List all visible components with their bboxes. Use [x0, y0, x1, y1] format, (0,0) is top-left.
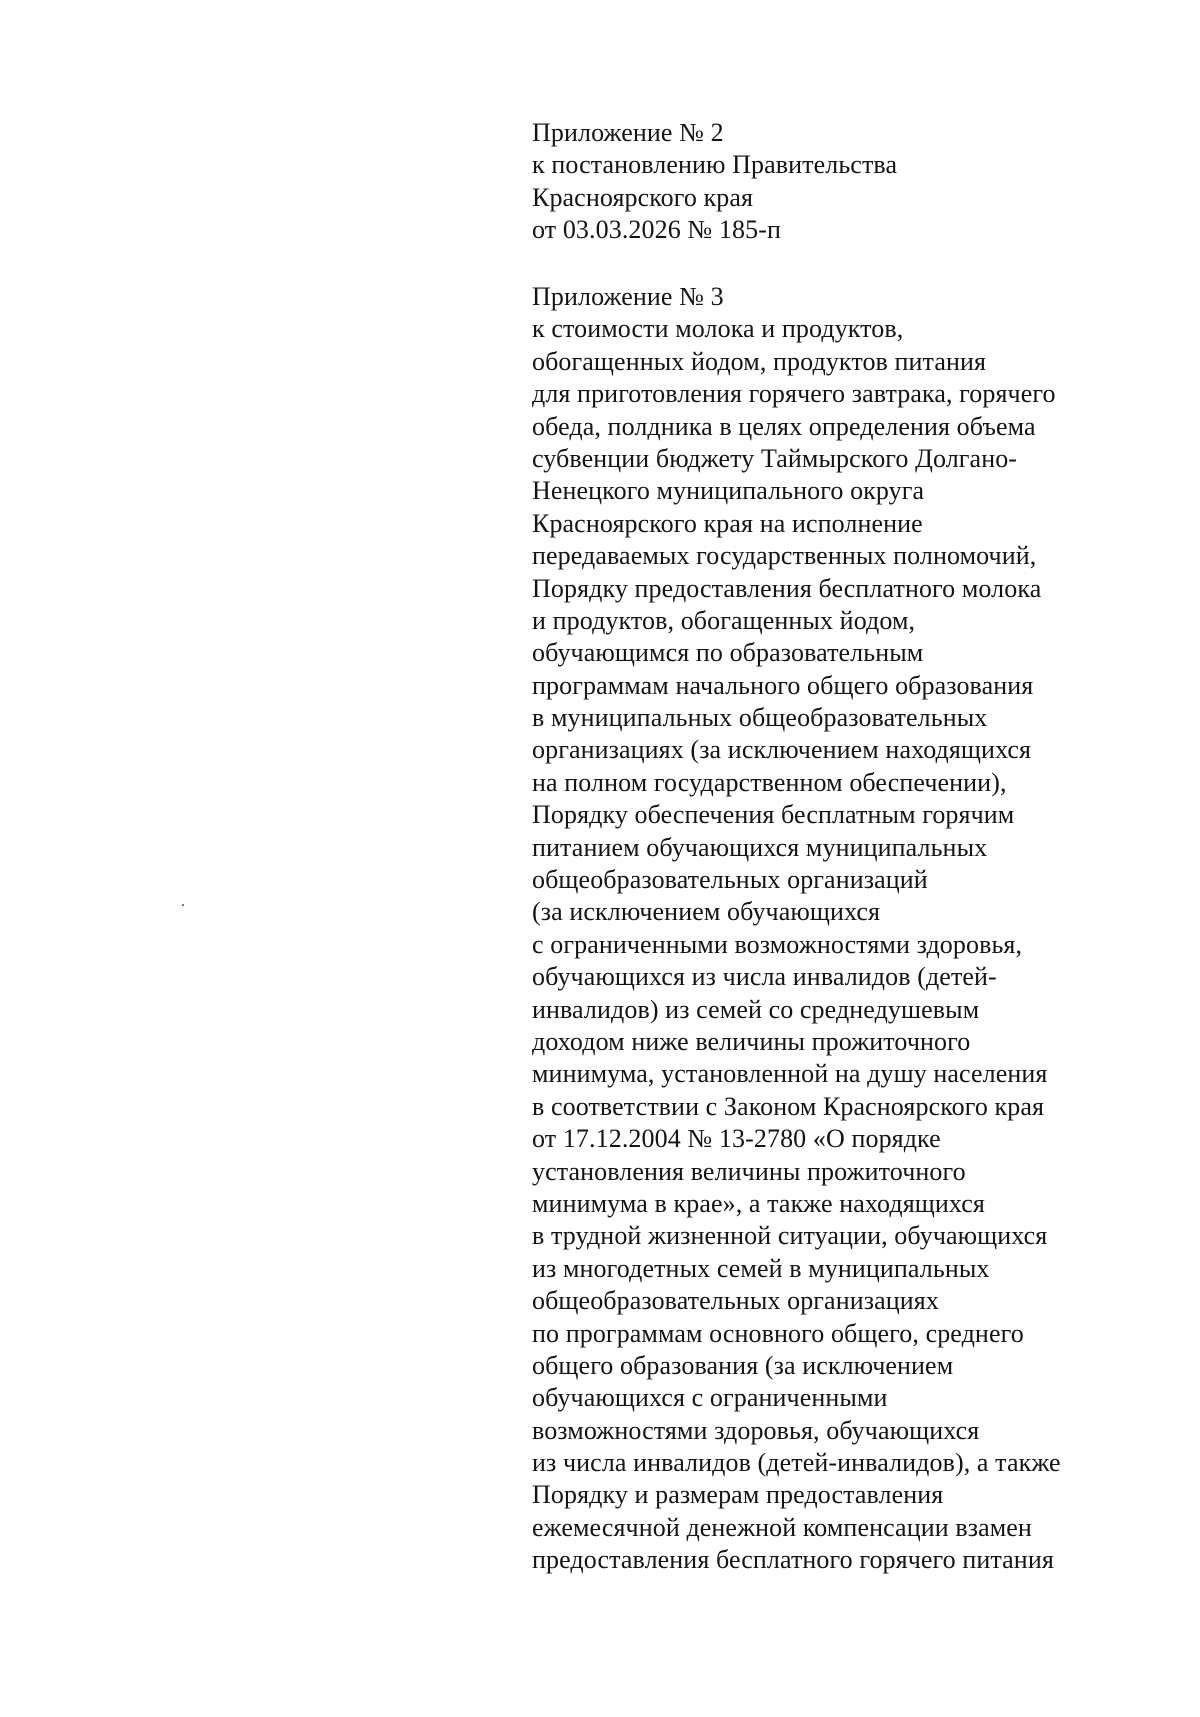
- body-line: возможностями здоровья, обучающихся: [532, 1415, 980, 1445]
- body-line: обогащенных йодом, продуктов питания: [532, 346, 987, 376]
- body-line: (за исключением обучающихся: [532, 897, 881, 927]
- body-line: ежемесячной денежной компенсации взамен: [532, 1512, 1032, 1542]
- body-line: общего образования (за исключением: [532, 1350, 954, 1380]
- body-line: минимума в крае», а также находящихся: [532, 1188, 985, 1218]
- body-line: доходом ниже величины прожиточного: [532, 1026, 971, 1056]
- header-line: Красноярского края: [532, 182, 754, 212]
- body-line: общеобразовательных организаций: [532, 865, 928, 895]
- body-line: в трудной жизненной ситуации, обучающихся: [532, 1221, 1048, 1251]
- body-line: обучающихся с ограниченными: [532, 1383, 888, 1413]
- body-line: питанием обучающихся муниципальных: [532, 832, 988, 862]
- header-line: к постановлению Правительства: [532, 150, 898, 180]
- body-line: на полном государственном обеспечении),: [532, 767, 1007, 797]
- body-line: из многодетных семей в муниципальных: [532, 1253, 990, 1283]
- body-line: в соответствии с Законом Красноярского края: [532, 1091, 1045, 1121]
- body-line: и продуктов, обогащенных йодом,: [532, 605, 916, 635]
- appendix-3-header: [532, 281, 1172, 1577]
- body-line: обеда, полдника в целях определения объема: [532, 411, 1036, 441]
- body-line: от 17.12.2004 № 13-2780 «О порядке: [532, 1124, 941, 1154]
- body-line: Ненецкого муниципального округа: [532, 476, 925, 506]
- body-line: по программам основного общего, среднего: [532, 1318, 1024, 1348]
- body-line: субвенции бюджету Таймырского Долгано-: [532, 443, 1018, 473]
- body-line: организациях (за исключением находящихся: [532, 735, 1032, 765]
- scan-speck: [182, 904, 184, 906]
- body-line: общеобразовательных организациях: [532, 1286, 939, 1316]
- body-line: из числа инвалидов (детей-инвалидов), а также: [532, 1448, 1061, 1478]
- body-line: минимума, установленной на душу населения: [532, 1059, 1048, 1089]
- body-line: установления величины прожиточного: [532, 1156, 966, 1186]
- body-line: к стоимости молока и продуктов,: [532, 314, 904, 344]
- body-line: предоставления бесплатного горячего питания: [532, 1545, 1054, 1575]
- body-line: обучающимся по образовательным: [532, 638, 924, 668]
- body-line: инвалидов) из семей со среднедушевым: [532, 994, 980, 1024]
- body-line: с ограниченными возможностями здоровья,: [532, 929, 1023, 959]
- body-line: передаваемых государственных полномочий,: [532, 541, 1037, 571]
- body-line: Порядку и размерам предоставления: [532, 1480, 944, 1510]
- body-line: в муниципальных общеобразовательных: [532, 703, 988, 733]
- body-line: для приготовления горячего завтрака, горячего: [532, 379, 1056, 409]
- body-line: Порядку предоставления бесплатного молока: [532, 573, 1042, 603]
- appendix-2-header: [532, 117, 1172, 247]
- body-line: Приложение № 3: [532, 282, 724, 311]
- body-line: обучающихся из числа инвалидов (детей-: [532, 962, 997, 992]
- header-line: от 03.03.2026 № 185-п: [532, 215, 781, 245]
- body-line: программам начального общего образования: [532, 670, 1034, 700]
- header-line: Приложение № 2: [532, 118, 724, 147]
- body-line: Красноярского края на исполнение: [532, 508, 923, 538]
- body-line: Порядку обеспечения бесплатным горячим: [532, 800, 1015, 830]
